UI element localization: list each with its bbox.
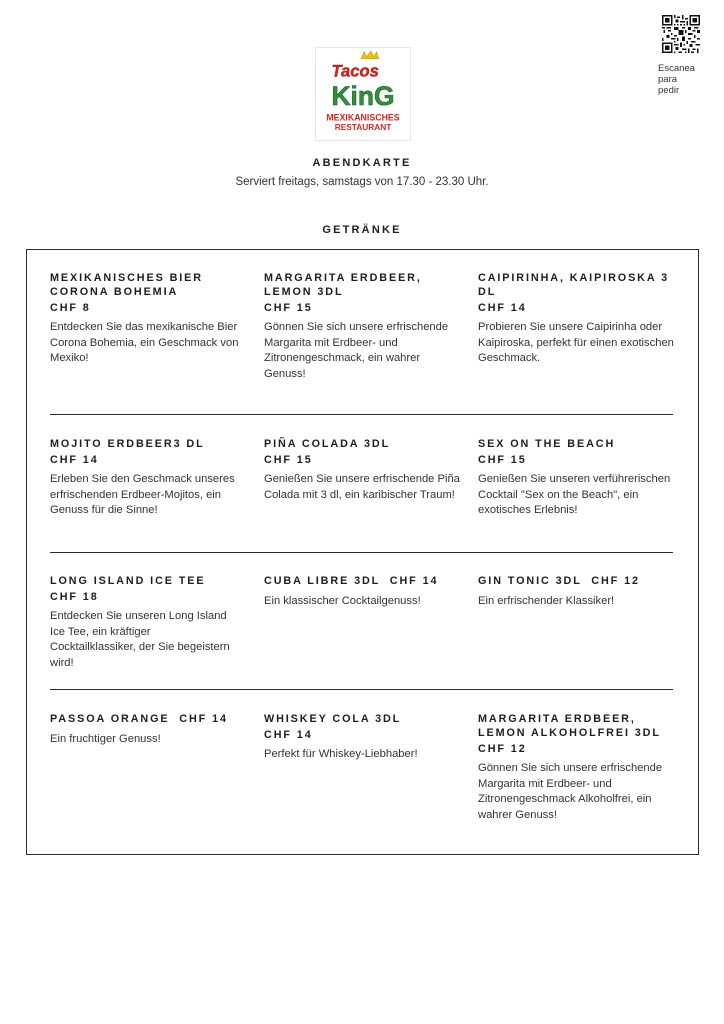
row-divider [50,552,673,553]
menu-item [264,574,464,610]
item-name: GIN TONIC 3DL CHF 12 [478,575,640,587]
item-price: CHF 12 [478,743,527,755]
menu-item [50,437,250,519]
menu-item [50,712,250,748]
logo-line-mexikanisches: MEXIKANISCHES [326,112,400,123]
section-title: GETRÄNKE [322,224,402,236]
item-price: CHF 14 [478,302,527,314]
item-name: PASSOA ORANGE CHF 14 [50,713,228,725]
item-price: CHF 14 [50,454,99,466]
menu-item [478,712,678,823]
menu-item [264,437,464,503]
item-description: Probieren Sie unsere Caipirinha oder Kaipiroska, perfekt für einen exotischen Geschmack. [478,321,674,364]
menu-item [478,437,678,519]
item-description: Gönnen Sie sich unsere erfrischende Margarita mit Erdbeer- und Zitronengeschmack, ein wahrer Genuss! [264,321,449,380]
service-hours: Serviert freitags, samstags von 17.30 - 23.30 Uhr. [235,176,489,188]
page-title: ABENDKARTE [312,157,412,169]
menu-item [478,271,678,367]
qr-label [658,63,718,96]
qr-code[interactable] [662,15,700,53]
row-divider [50,414,673,415]
item-name: SEX ON THE BEACH [478,438,616,450]
qr-label-line: para [658,74,678,85]
item-description: Genießen Sie unseren verführerischen Cocktail "Sex on the Beach", ein exotisches Erlebnis! [478,473,671,516]
item-name: LONG ISLAND ICE TEE [50,575,206,587]
logo-line-restaurant: RESTAURANT [334,122,392,133]
item-name: MARGARITA ERDBEER, LEMON ALKOHOLFREI 3DL [478,713,661,739]
item-price: CHF 15 [264,302,313,314]
item-description: Gönnen Sie sich unsere erfrischende Margarita mit Erdbeer- und Zitronengeschmack Alkoholfrei, ein wahrer Genuss! [478,762,663,821]
item-description: Erleben Sie den Geschmack unseres erfrischenden Erdbeer-Mojitos, ein Genuss für die Sinne! [50,473,235,516]
menu-item [264,712,464,763]
item-name: PIÑA COLADA 3DL [264,438,391,450]
item-price: CHF 8 [50,302,91,314]
item-name: MEXIKANISCHES BIER CORONA BOHEMIA [50,272,203,298]
menu-item [50,574,230,671]
qr-label-line: pedir [658,85,680,96]
item-price: CHF 14 [264,729,313,741]
item-name: MARGARITA ERDBEER, LEMON 3DL [264,272,422,298]
qr-label-line: Escanea [658,63,695,74]
item-price: CHF 18 [50,591,99,603]
menu-item [264,271,464,382]
restaurant-logo [315,47,411,141]
item-name: MOJITO ERDBEER3 DL [50,438,205,450]
item-description: Entdecken Sie das mexikanische Bier Corona Bohemia, ein Geschmack von Mexiko! [50,321,239,364]
item-description: Entdecken Sie unseren Long Island Ice Tee, ein kräftiger Cocktailklassiker, der Sie begeistern wird! [50,610,230,669]
item-description: Ein klassischer Cocktailgenuss! [264,595,421,607]
logo-line-king: KinG [331,80,395,111]
menu-item [50,271,248,367]
item-description: Ein fruchtiger Genuss! [50,733,161,745]
crown-icon [361,51,379,59]
item-price: CHF 15 [264,454,313,466]
item-name: WHISKEY COLA 3DL [264,713,402,725]
item-price: CHF 15 [478,454,527,466]
menu-item [478,574,678,610]
item-name: CUBA LIBRE 3DL CHF 14 [264,575,439,587]
item-description: Ein erfrischender Klassiker! [478,595,615,607]
item-name: CAIPIRINHA, KAIPIROSKA 3 DL [478,272,669,298]
logo-line-tacos: Tacos [331,61,379,81]
item-description: Perfekt für Whiskey-Liebhaber! [264,748,418,760]
row-divider [50,689,673,690]
item-description: Genießen Sie unsere erfrischende Piña Colada mit 3 dl, ein karibischer Traum! [264,473,460,501]
